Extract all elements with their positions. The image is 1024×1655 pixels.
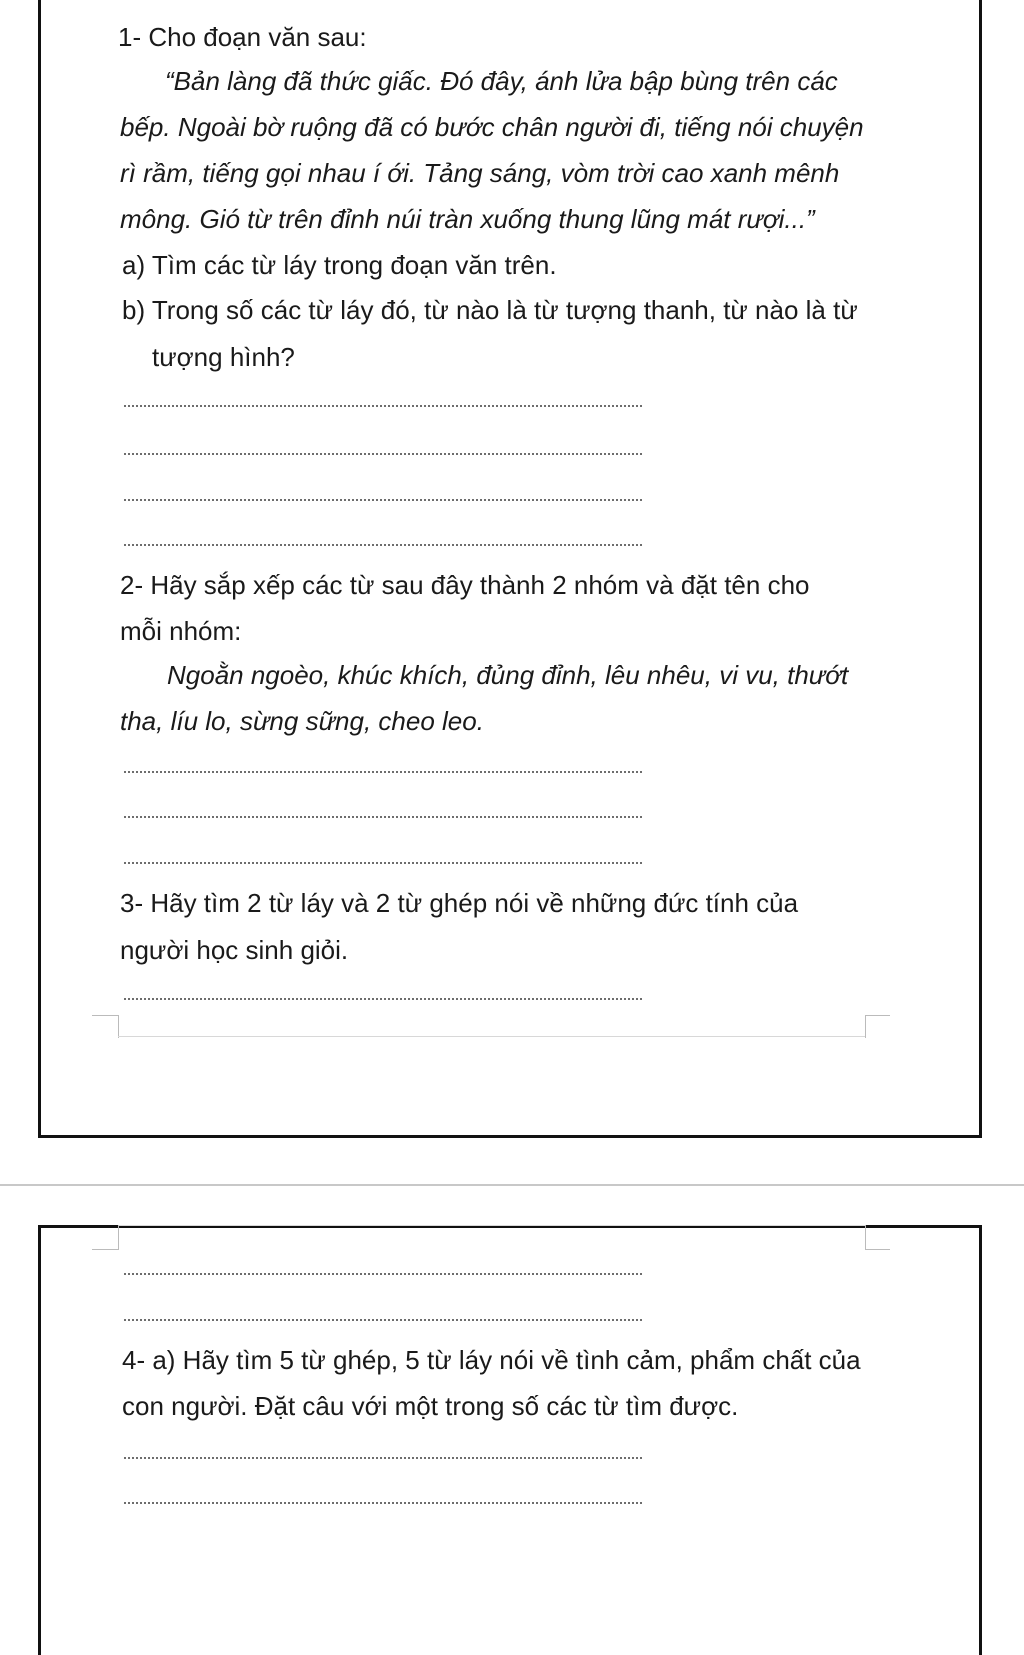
question-1b-line-2: tượng hình? (152, 342, 295, 372)
answer-line (123, 499, 643, 501)
question-3-line-2: người học sinh giỏi. (120, 935, 349, 965)
document-page-2 (38, 1225, 982, 1655)
margin-line (118, 1036, 866, 1037)
question-2-line-2: mỗi nhóm: (120, 616, 242, 646)
answer-line (123, 862, 643, 864)
answer-line (123, 816, 643, 818)
question-3-line-1: 3- Hãy tìm 2 từ láy và 2 từ ghép nói về những đức tính của (120, 888, 799, 918)
page-separator (0, 1184, 1024, 1186)
margin-corner-marker (865, 1015, 890, 1038)
question-4-line-1: 4- a) Hãy tìm 5 từ ghép, 5 từ láy nói về tình cảm, phẩm chất của (122, 1345, 861, 1375)
passage-line-1: “Bản làng đã thức giấc. Đó đây, ánh lửa bập bùng trên các (165, 66, 838, 96)
margin-corner-marker (92, 1225, 119, 1250)
margin-corner-marker (92, 1015, 119, 1038)
answer-line (123, 1457, 643, 1459)
passage-line-3: rì rầm, tiếng gọi nhau í ới. Tảng sáng, vòm trời cao xanh mênh (120, 158, 840, 188)
margin-line (118, 1225, 866, 1226)
question-1a: a) Tìm các từ láy trong đoạn văn trên. (122, 250, 557, 280)
margin-corner-marker (865, 1225, 890, 1250)
answer-line (123, 453, 643, 455)
word-list-line-1: Ngoằn ngoèo, khúc khích, đủng đỉnh, lêu nhêu, vi vu, thướt (167, 660, 849, 690)
question-1b-line-1: b) Trong số các từ láy đó, từ nào là từ tượng thanh, từ nào là từ (122, 295, 858, 325)
passage-line-2: bếp. Ngoài bờ ruộng đã có bước chân người đi, tiếng nói chuyện (120, 112, 864, 142)
answer-line (123, 1319, 643, 1321)
answer-line (123, 544, 643, 546)
answer-line (123, 1273, 643, 1275)
answer-line (123, 771, 643, 773)
answer-line (123, 998, 643, 1000)
question-2-line-1: 2- Hãy sắp xếp các từ sau đây thành 2 nhóm và đặt tên cho (120, 570, 810, 600)
answer-line (123, 405, 643, 407)
answer-line (123, 1502, 643, 1504)
question-4-line-2: con người. Đặt câu với một trong số các từ tìm được. (122, 1391, 739, 1421)
word-list-line-2: tha, líu lo, sừng sững, cheo leo. (120, 706, 484, 736)
question-1-title: 1- Cho đoạn văn sau: (118, 22, 367, 52)
passage-line-4: mông. Gió từ trên đỉnh núi tràn xuống thung lũng mát rượi...” (120, 204, 815, 234)
